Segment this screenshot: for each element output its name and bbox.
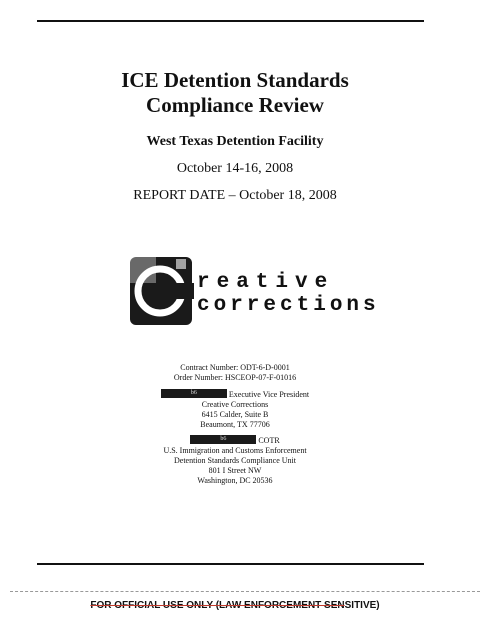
title-line-1: ICE Detention Standards [121,68,349,92]
cotr-address-2: Washington, DC 20536 [197,476,273,485]
cotr-agency: U.S. Immigration and Customs Enforcement [163,446,307,455]
contract-info [0,363,470,383]
top-rule [37,20,424,22]
security-footer [0,600,470,611]
logo-word-creative: reative [197,271,335,294]
cotr-contact [0,435,470,486]
contractor-contact [0,389,470,430]
redaction-box: b6 [190,435,256,444]
title-line-2: Compliance Review [146,93,324,117]
logo-word-corrections: corrections [197,294,380,317]
cotr-role: COTR [258,436,280,445]
bottom-rule [37,563,424,565]
contractor-role: Executive Vice President [228,390,310,399]
contractor-company: Creative Corrections [201,400,269,409]
order-number: Order Number: HSCEOP-07-F-01016 [173,373,297,382]
facility-name: West Texas Detention Facility [146,134,324,149]
contractor-address-2: Beaumont, TX 77706 [200,420,270,429]
contract-number: Contract Number: ODT-6-D-0001 [180,363,290,372]
review-dates: October 14-16, 2008 [176,161,294,176]
page-title [0,68,470,118]
cotr-unit: Detention Standards Compliance Unit [174,456,296,465]
cotr-address-1: 801 I Street NW [208,466,262,475]
contractor-address-1: 6415 Calder, Suite B [201,410,269,419]
report-date: REPORT DATE – October 18, 2008 [133,188,337,203]
footer-struck-text: FOR OFFICIAL USE ONLY (LAW ENFORCEMENT SEN [90,600,345,611]
dashed-rule [10,591,480,592]
redaction-box: b6 [161,389,227,398]
footer-text: SITIVE) [344,600,380,611]
